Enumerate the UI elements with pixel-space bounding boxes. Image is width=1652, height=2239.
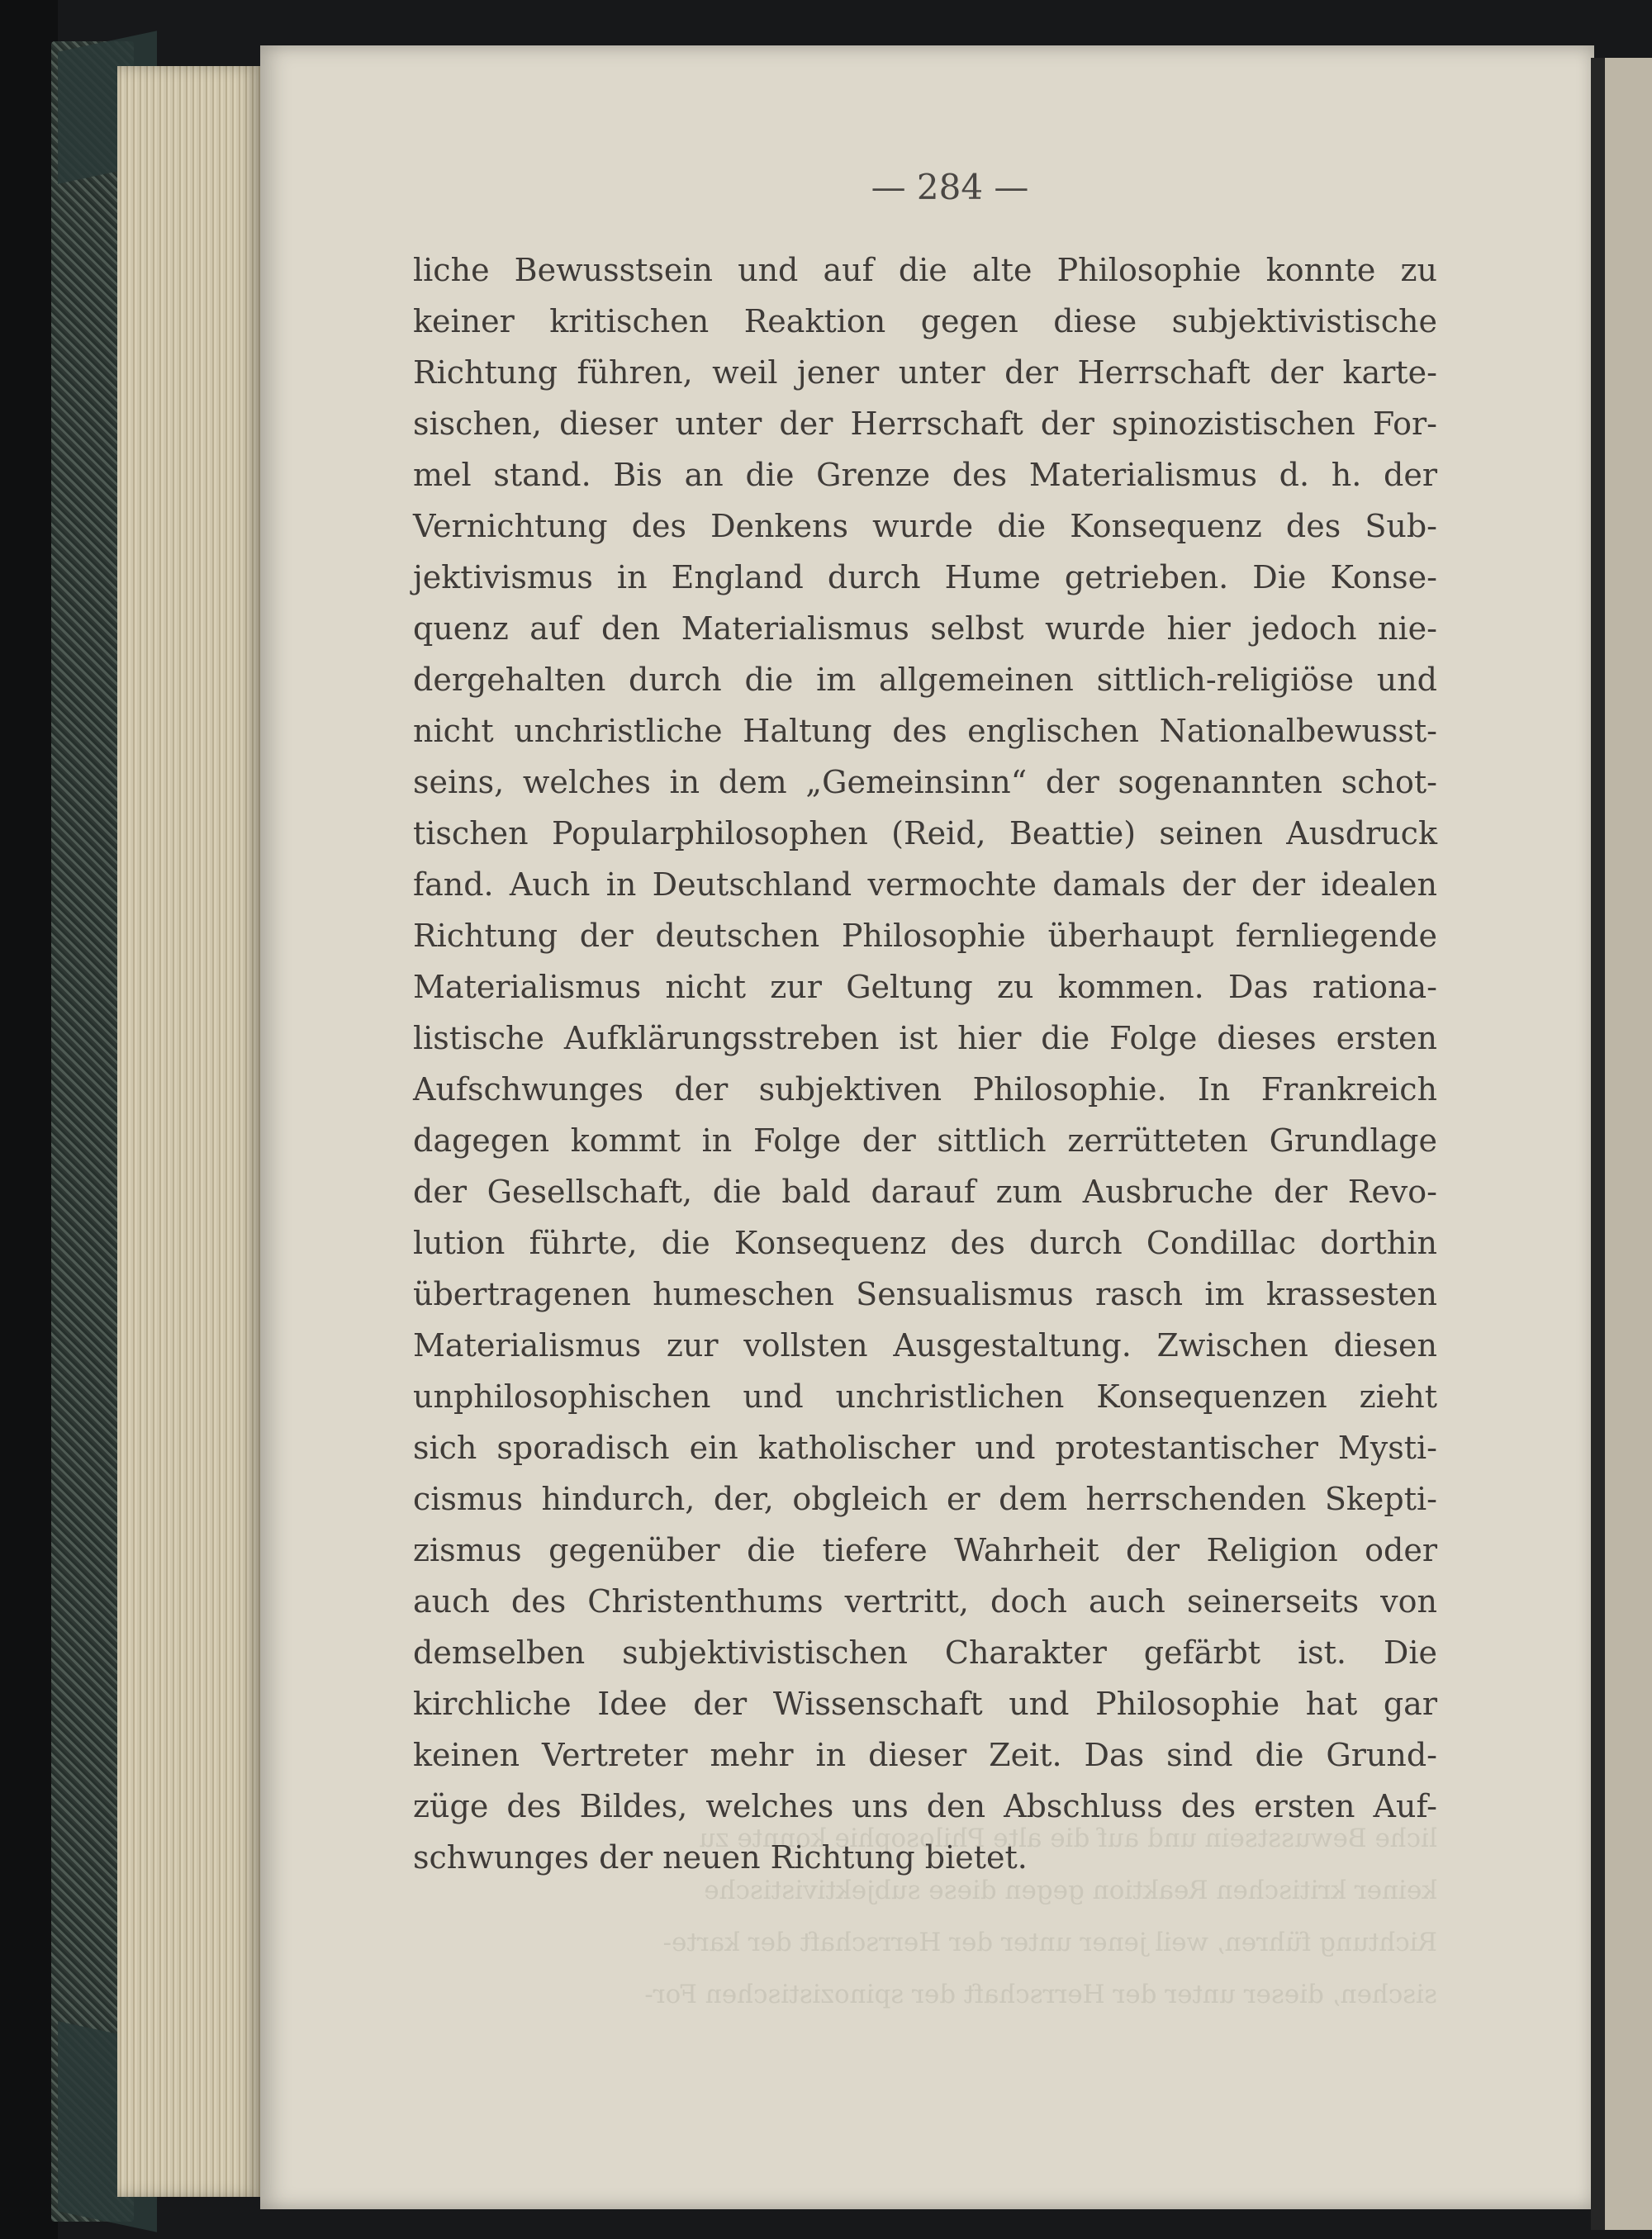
page-edges-stack bbox=[117, 66, 262, 2197]
text-line: dergehalten durch die im allgemeinen sittlich-religiöse und bbox=[413, 662, 1437, 698]
text-line: Aufschwunges der subjektiven Philosophie. In Frankreich bbox=[413, 1071, 1437, 1108]
text-line: zismus gegenüber die tiefere Wahrheit der Religion oder bbox=[413, 1532, 1437, 1568]
text-line: übertragenen humeschen Sensualismus rasch im krassesten bbox=[413, 1276, 1437, 1312]
text-line: Richtung der deutschen Philosophie überhaupt fernliegende bbox=[413, 918, 1437, 954]
text-line: Materialismus zur vollsten Ausgestaltung. Zwischen diesen bbox=[413, 1327, 1437, 1364]
show-through-text bbox=[413, 1813, 1437, 2021]
text-line: quenz auf den Materialismus selbst wurde hier jedoch nie- bbox=[413, 610, 1437, 647]
gutter-shadow bbox=[1591, 58, 1606, 2230]
text-line: jektivismus in England durch Hume getrieben. Die Konse- bbox=[413, 559, 1437, 595]
page-number: — 284 — bbox=[871, 167, 1029, 207]
text-line: keinen Vertreter mehr in dieser Zeit. Das sind die Grund- bbox=[413, 1737, 1437, 1773]
show-through-line: keiner kritischen Reaktion gegen diese subjektivistische bbox=[704, 1876, 1437, 1905]
next-page-sliver bbox=[1605, 58, 1652, 2230]
text-line: seins, welches in dem „Gemeinsinn“ der sogenannten schot- bbox=[413, 764, 1437, 800]
text-line: unphilosophischen und unchristlichen Konsequenzen zieht bbox=[413, 1378, 1437, 1415]
text-line: sischen, dieser unter der Herrschaft der spinozistischen For- bbox=[413, 406, 1437, 442]
text-line: cismus hindurch, der, obgleich er dem herrschenden Skepti- bbox=[413, 1481, 1437, 1517]
show-through-line: liche Bewusstsein und auf die alte Philosophie konnte zu bbox=[699, 1824, 1437, 1853]
text-line: schwunges der neuen Richtung bietet. bbox=[413, 1839, 1028, 1876]
text-line: lution führte, die Konsequenz des durch Condillac dorthin bbox=[413, 1225, 1437, 1261]
text-line: tischen Popularphilosophen (Reid, Beattie) seinen Ausdruck bbox=[413, 815, 1437, 851]
text-line: fand. Auch in Deutschland vermochte damals der der idealen bbox=[413, 866, 1437, 903]
text-line: mel stand. Bis an die Grenze des Materialismus d. h. der bbox=[413, 457, 1437, 493]
text-line: züge des Bildes, welches uns den Abschluss des ersten Auf- bbox=[413, 1788, 1437, 1824]
text-line: dagegen kommt in Folge der sittlich zerrütteten Grundlage bbox=[413, 1122, 1437, 1159]
show-through-line: sischen, dieser unter der Herrschaft der spinozistischen For- bbox=[644, 1980, 1437, 2009]
text-line: sich sporadisch ein katholischer und protestantischer Mysti- bbox=[413, 1430, 1437, 1466]
text-line: Vernichtung des Denkens wurde die Konsequenz des Sub- bbox=[413, 508, 1437, 544]
body-text bbox=[413, 244, 1437, 1883]
text-line: nicht unchristliche Haltung des englischen Nationalbewusst- bbox=[413, 713, 1437, 749]
text-line: demselben subjektivistischen Charakter gefärbt ist. Die bbox=[413, 1634, 1437, 1671]
text-line: Richtung führen, weil jener unter der Herrschaft der karte- bbox=[413, 354, 1437, 391]
text-line: der Gesellschaft, die bald darauf zum Ausbruche der Revo- bbox=[413, 1174, 1437, 1210]
show-through-line: Richtung führen, weil jener unter der Herrschaft der karte- bbox=[662, 1928, 1437, 1957]
text-line: keiner kritischen Reaktion gegen diese subjektivistische bbox=[413, 303, 1437, 339]
text-line: liche Bewusstsein und auf die alte Philosophie konnte zu bbox=[413, 252, 1437, 288]
text-line: kirchliche Idee der Wissenschaft und Philosophie hat gar bbox=[413, 1686, 1437, 1722]
dark-background bbox=[0, 0, 58, 2239]
text-line: listische Aufklärungsstreben ist hier die Folge dieses ersten bbox=[413, 1020, 1437, 1056]
text-line: Materialismus nicht zur Geltung zu kommen. Das rationa- bbox=[413, 969, 1437, 1005]
text-line: auch des Christenthums vertritt, doch auch seinerseits von bbox=[413, 1583, 1437, 1620]
